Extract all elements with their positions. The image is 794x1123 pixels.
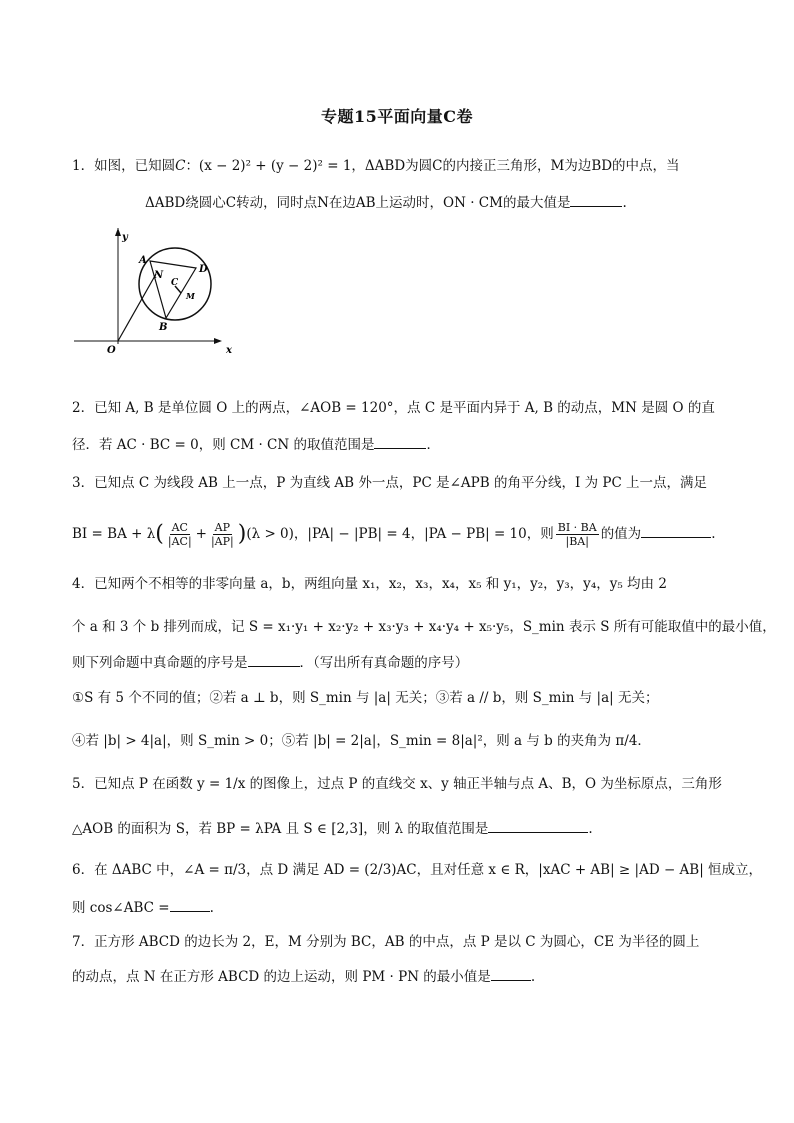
label-c: C [171, 278, 179, 288]
q5-line2-text: △AOB 的面积为 S，若 BP = λPA 且 S ∈ [2,3]，则 λ 的取值范围是 [72, 821, 489, 837]
q5-line2 [72, 818, 732, 839]
q3-line2: BI = BA + λ( $\frac{AC}{|AC|}$ + $\frac{AP}{|AP|}$ )(λ > 0)，|PA| − |PB| = 4，|PA − PB| = 10，则 $\frac{BI \cdot BA}{|BA|}$ 的值为 . [72, 521, 716, 548]
answer-blank [491, 966, 531, 981]
label-a: A [139, 255, 147, 266]
figure-svg [70, 226, 240, 356]
q2-line1: 2．已知 A, B 是单位圆 O 上的两点，∠AOB = 120°，点 C 是平面内异于 A, B 的动点，MN 是圆 O 的直 [72, 400, 715, 416]
q3-line2-end: 的值为 [600, 526, 642, 542]
label-m: M [186, 291, 195, 301]
q3-line1: 3．已知点 C 为线段 AB 上一点，P 为直线 AB 外一点，PC 是∠APB 的角平分线，I 为 PC 上一点，满足 [72, 475, 708, 491]
q4-line3 [72, 652, 732, 673]
q3-line2-cond: (λ > 0)，|PA| − |PB| = 4，|PA − PB| = 10，则 [246, 526, 554, 542]
q5-line1: 5．已知点 P 在函数 y = 1/x 的图像上，过点 P 的直线交 x、y 轴正半轴与点 A、B，O 为坐标原点，三角形 [72, 776, 722, 792]
answer-blank [641, 523, 711, 538]
q4-line1: 4．已知两个不相等的非零向量 a，b，两组向量 x₁，x₂，x₃，x₄，x₅ 和 y₁，y₂，y₃，y₄，y₅ 均由 2 [72, 576, 667, 592]
answer-blank [570, 192, 622, 207]
answer-blank [374, 434, 426, 449]
q7-line2-text: 的动点，点 N 在正方形 ABCD 的边上运动，则 PM · PN 的最小值是 [72, 969, 491, 985]
q2-end: ． [426, 437, 440, 453]
q1-mid: ，ΔABD为圆C的内接正三角形，M为边BD的中点，当 [351, 158, 680, 174]
q3-end: . [711, 526, 716, 542]
q1-equation: ：(x − 2)² + (y − 2)² = 1 [185, 158, 352, 174]
answer-blank [488, 818, 588, 833]
q1-line2-text: ΔABD绕圆心C转动，同时点N在边AB上运动时，ON · CM的最大值是 [145, 195, 571, 211]
q4-line5: ④若 |b| > 4|a|，则 S_min > 0；⑤若 |b| = 2|a|，S_min = 8|a|²，则 a 与 b 的夹角为 π/4． [72, 733, 651, 749]
q1-line2 [145, 192, 794, 213]
fraction-bi-ba: $\frac{BI \cdot BA}{|BA|}$ [557, 521, 597, 548]
q6-line1: 6．在 ΔABC 中，∠A = π/3，点 D 满足 AD = (2/3)AC，且对任意 x ∈ R，|xAC + AB| ≥ |AD − AB| 恒成立， [72, 862, 763, 878]
answer-blank [170, 897, 210, 912]
q3-line2-pre: BI = BA + λ [72, 526, 156, 542]
q4-line3-post: ．（写出所有真命题的序号） [299, 655, 469, 671]
paren-right: ) [237, 521, 247, 547]
page-title: 专题15平面向量C卷 [320, 107, 473, 126]
q1-label: 1．如图，已知圆 [72, 158, 176, 174]
q7-line2 [72, 966, 732, 987]
answer-blank [248, 652, 300, 667]
paren-left: ( [155, 521, 164, 547]
q6-end: . [209, 900, 214, 916]
figure-circle-diagram [70, 226, 240, 356]
label-y: y [122, 232, 128, 243]
vector-on [118, 274, 156, 341]
x-arrow-icon [214, 338, 222, 344]
q2-line2-text: 径．若 AC · BC = 0，则 CM · CN 的取值范围是 [72, 437, 375, 453]
q1-end: . [622, 195, 627, 211]
q2-line2 [72, 434, 732, 455]
label-b: B [159, 322, 168, 333]
q1-line1 [72, 156, 732, 176]
fraction-ap: $\frac{AP}{|AP|}$ [210, 521, 234, 548]
q4-line4: ①S 有 5 个不同的值；②若 a ⊥ b，则 S_min 与 |a| 无关；③若 a // b，则 S_min 与 |a| 无关； [72, 690, 659, 706]
q6-line2-text: 则 cos∠ABC = [72, 900, 170, 916]
label-d: D [199, 264, 208, 275]
label-o: O [107, 345, 116, 356]
q7-end: . [530, 969, 536, 985]
q4-line3-pre: 则下列命题中真命题的序号是 [72, 655, 248, 671]
label-x: x [226, 345, 232, 356]
q7-line1: 7．正方形 ABCD 的边长为 2，E，M 分别为 BC，AB 的中点，点 P 是以 C 为圆心，CE 为半径的圆上 [72, 934, 700, 950]
q5-end: . [588, 821, 593, 837]
fraction-ac: $\frac{AC}{|AC|}$ [167, 521, 192, 548]
q4-line2: 个 a 和 3 个 b 排列而成，记 S = x₁·y₁ + x₂·y₂ + x₃·y₃ + x₄·y₄ + x₅·y₅，S_min 表示 S 所有可能取值中的最小值， [72, 619, 776, 635]
q6-line2 [72, 897, 732, 918]
q1-circle-name: C [175, 158, 186, 174]
label-n: N [154, 270, 164, 281]
y-arrow-icon [115, 228, 121, 236]
